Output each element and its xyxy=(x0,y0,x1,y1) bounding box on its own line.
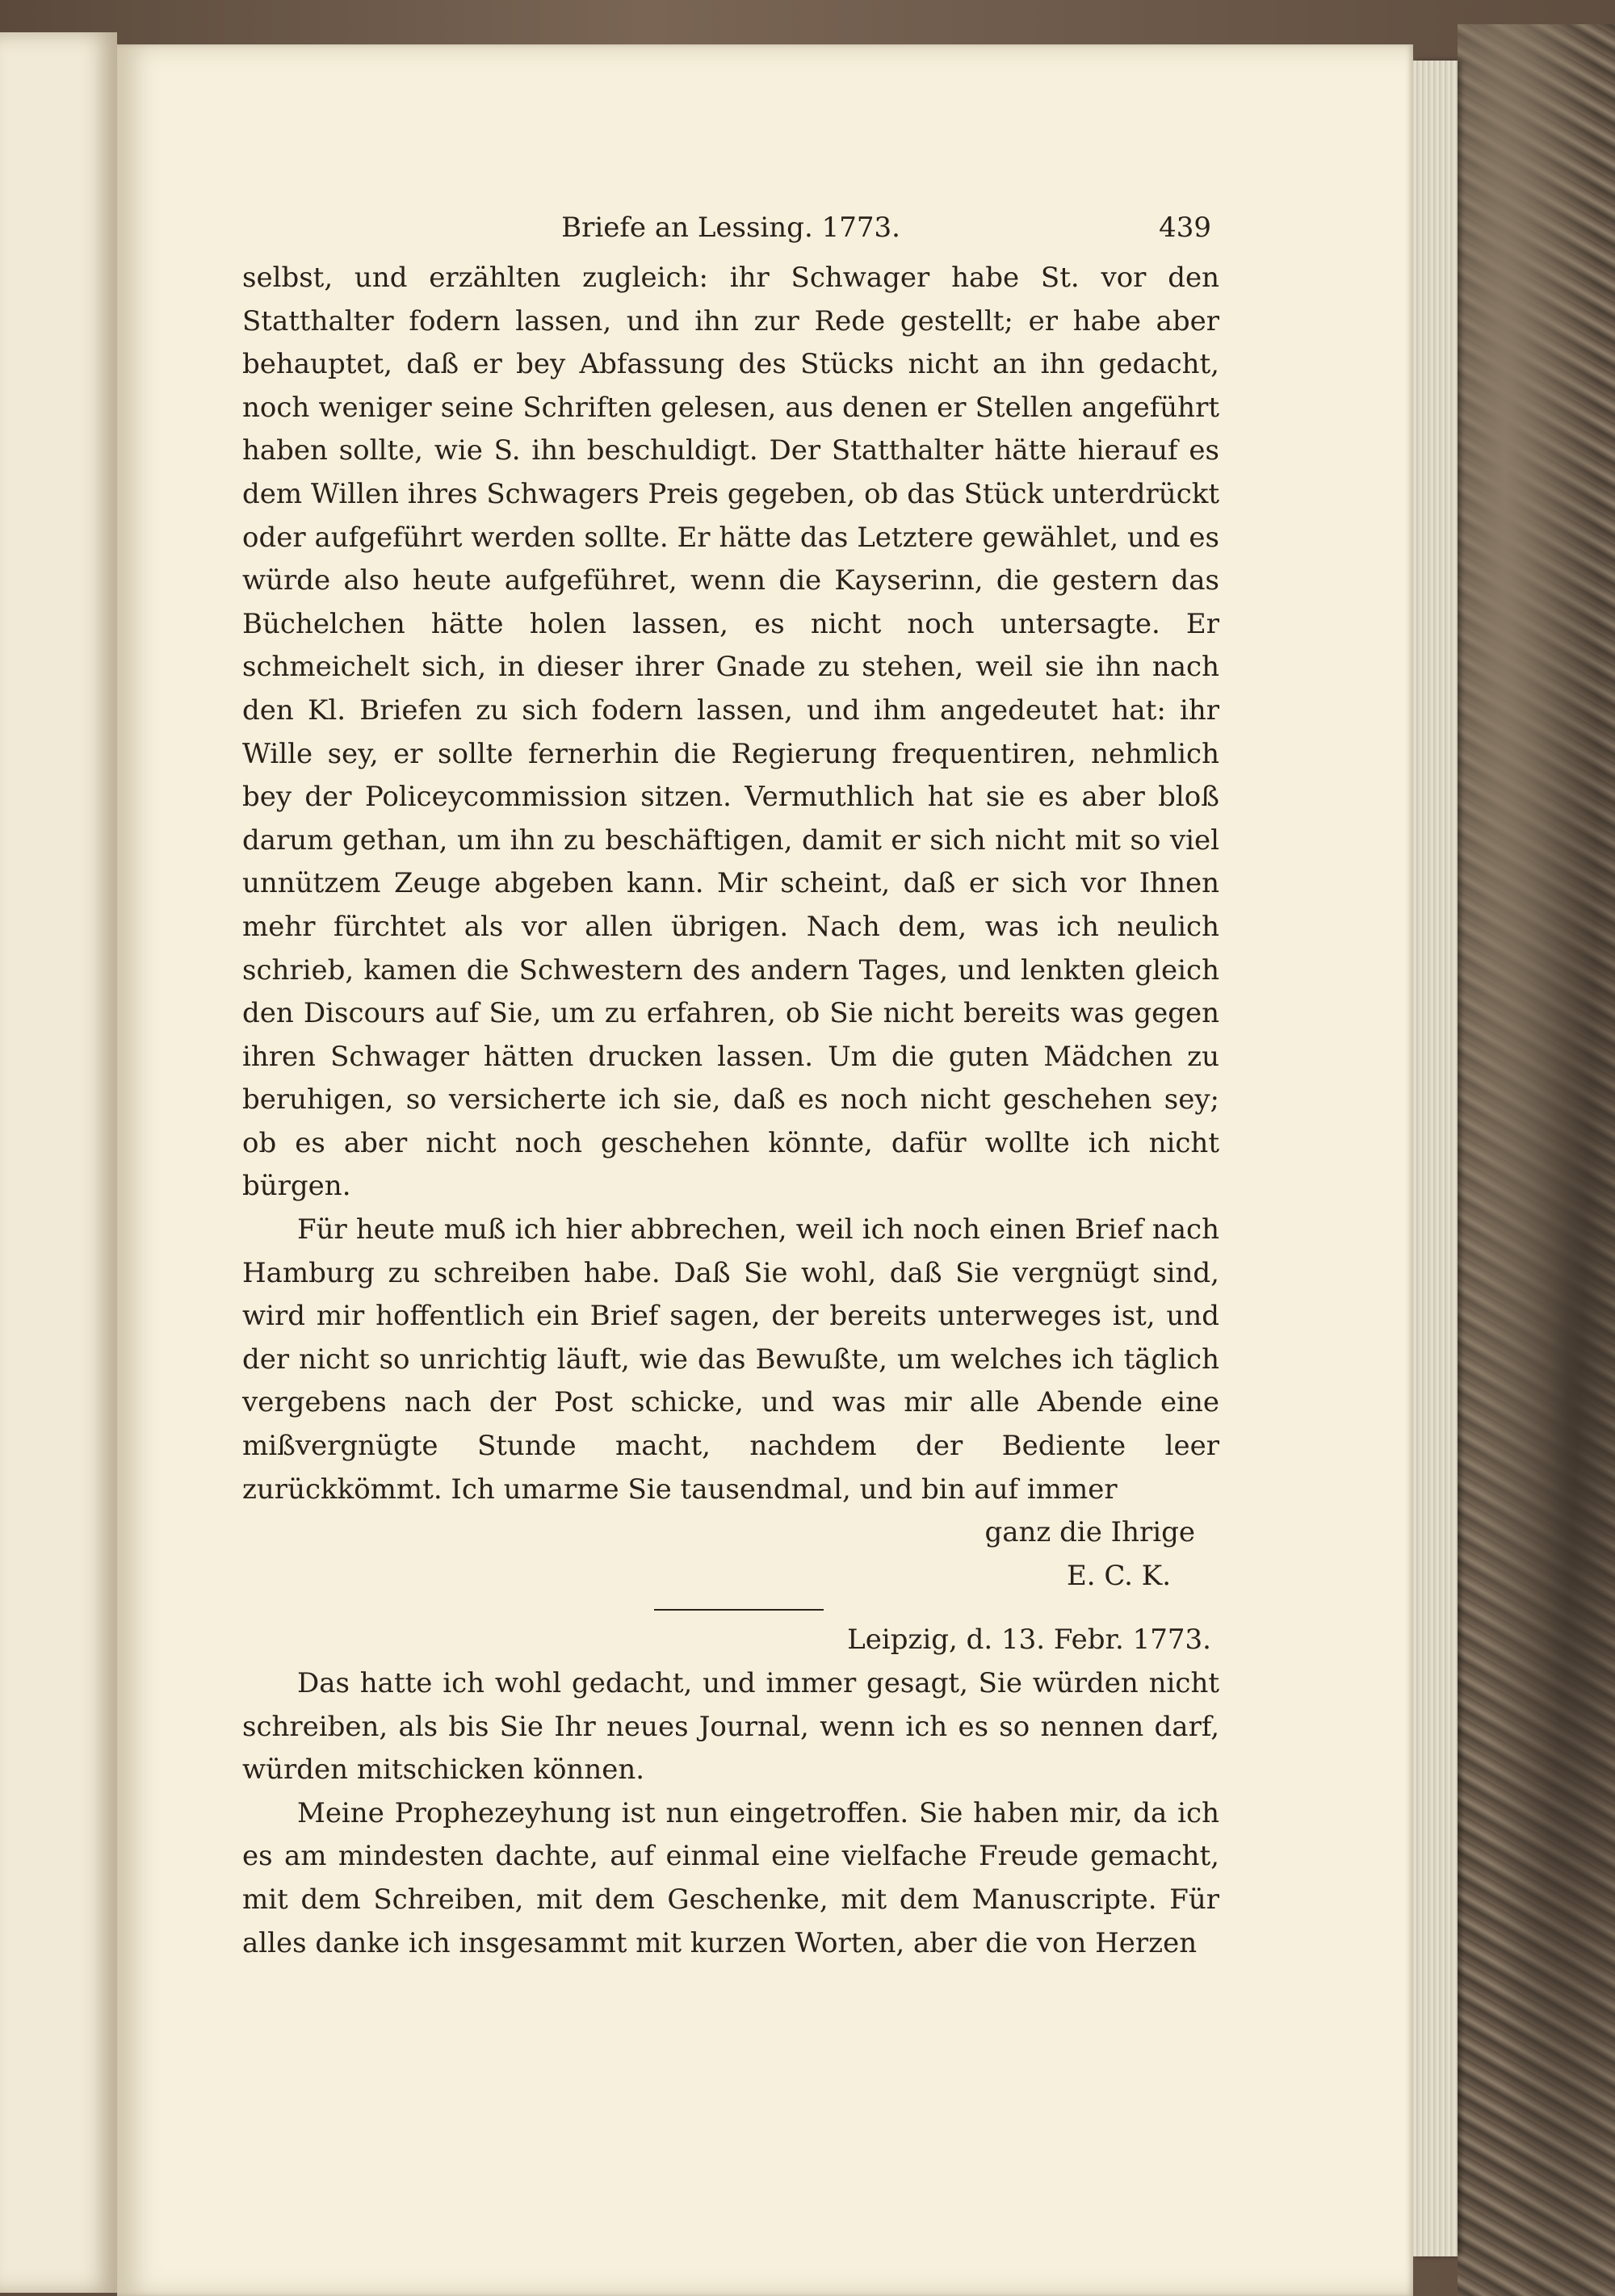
letter2-dateline: Leipzig, d. 13. Febr. 1773. xyxy=(847,1624,1211,1657)
letter2-para2: Meine Prophezeyhung ist nun eingetroffen. Sie haben mir, da ich es am mindesten dachte, auf einmal eine vielfache Freude gemacht, mit dem Schreiben, mit dem Geschenke, mit dem Manuscripte. Für alles danke ich insgesammt mit kurzen Worten, aber die von Herzen xyxy=(242,1796,1219,1959)
letter1-signoff: ganz die Ihrige xyxy=(984,1516,1195,1549)
separator-rule xyxy=(654,1609,824,1611)
running-head xyxy=(242,212,1219,252)
letter1-closing: Für heute muß ich hier abbrechen, weil ich noch einen Brief nach Hamburg zu schreiben habe. Daß Sie wohl, daß Sie vergnügt sind, wird mir hoffentlich ein Brief sagen, der bereits unterweges ist, und der nicht so unrichtig läuft, wie das Bewußte, um welches ich täglich vergebens nach der Post schicke, und was mir alle Abende eine mißvergnügte Stunde macht, nachdem der Bediente leer zurückkömmt. Ich umarme Sie tausendmal, und bin auf immer xyxy=(242,1213,1219,1506)
page-edges xyxy=(1413,61,1458,2256)
letter1-initials: E. C. K. xyxy=(1066,1559,1171,1592)
left-page-sliver xyxy=(0,32,117,2293)
running-title: Briefe an Lessing. 1773. xyxy=(561,212,900,244)
letter1-body: selbst, und erzählten zugleich: ihr Schwager habe St. vor den Statthalter fodern lassen, und ihn zur Rede gestellt; er habe aber behauptet, daß er bey Abfassung des Stücks nicht an ihn gedacht, noch weniger seine Schriften gelesen, aus denen er Stellen angeführt haben sollte, wie S. ihn beschuldigt. Der Statthalter hätte hierauf es dem Willen ihres Schwagers Preis gegeben, ob das Stück unterdrückt oder aufgeführt werden sollte. Er hätte das Letztere gewählet, und es würde also heute aufgeführet, wenn die Kayserinn, die gestern das Büchelchen hätte holen lassen, es nicht noch untersagte. Er schmeichelt sich, in dieser ihrer Gnade zu stehen, weil sie ihn nach den Kl. Briefen zu sich fodern lassen, und ihm angedeutet hat: ihr Wille sey, er sollte fernerhin die Regierung frequentiren, nehmlich bey der Policeycommission sitzen. Vermuthlich hat sie es aber bloß darum gethan, um ihn zu beschäftigen, damit er sich nicht mit so viel unnützem Zeuge abgeben kann. Mir scheint, daß er sich vor Ihnen mehr fürchtet als vor allen übrigen. Nach dem, was ich neulich schrieb, kamen die Schwestern des andern Tages, und lenkten gleich den Discours auf Sie, um zu erfahren, ob Sie nicht bereits was gegen ihren Schwager hätten drucken lassen. Um die guten Mädchen zu beruhigen, so versicherte ich sie, daß es noch nicht geschehen sey; ob es aber nicht noch geschehen könnte, dafür wollte ich nicht bürgen. xyxy=(242,262,1219,1203)
page-number: 439 xyxy=(1159,212,1211,244)
letter2-para1: Das hatte ich wohl gedacht, und immer gesagt, Sie würden nicht schreiben, als bis Sie Ihr neues Journal, wenn ich es so nennen darf, würden mitschicken können. xyxy=(242,1667,1219,1787)
book-cover-edge xyxy=(1458,24,1615,2296)
text-block xyxy=(242,257,1219,1965)
